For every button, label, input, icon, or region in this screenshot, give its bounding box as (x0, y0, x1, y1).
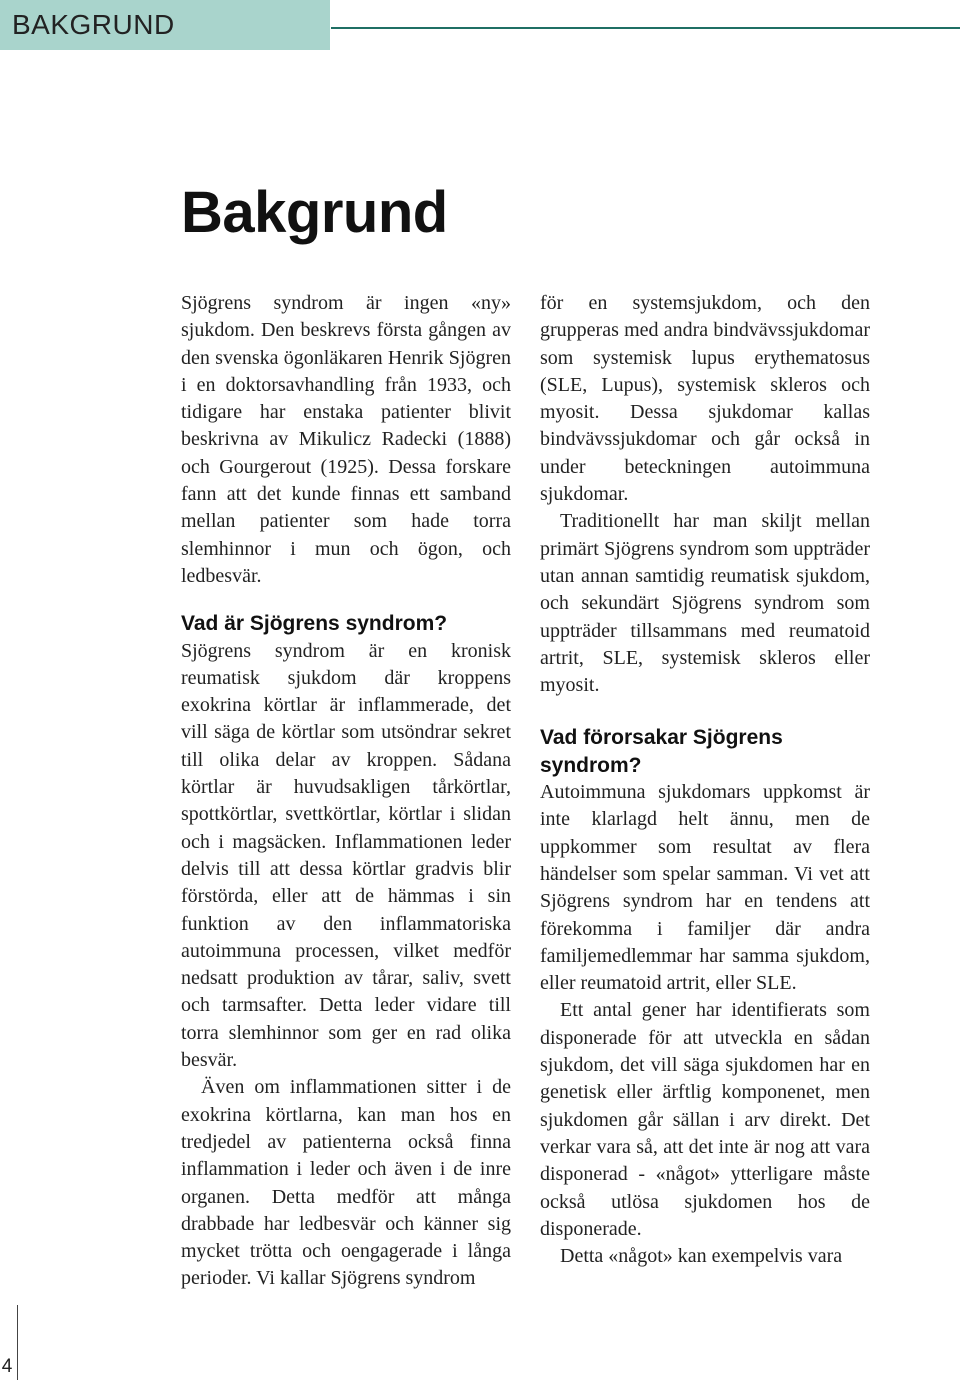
body-paragraph: Även om inflammationen sitter i de exokrina körtlarna, kan man hos en tredjedel av patienterna också finna inflammation i leder och även i de inre organen. Detta medför att många drabbade har ledbesvär och känner sig mycket trötta och oengagerade i långa perioder. Vi kallar Sjögrens syndrom (181, 1076, 511, 1290)
page-title: Bakgrund (181, 180, 448, 245)
right-column (540, 290, 870, 1270)
body-paragraph: Traditionellt har man skiljt mellan primärt Sjögrens syndrom som uppträder utan annan samtidig reumatisk sjukdom, och sekundärt Sjögrens syndrom som uppträder tillsammans med reumatoid artrit, SLE, systemisk skleros eller myosit. (540, 510, 870, 697)
section-label: BAKGRUND (12, 9, 175, 40)
page-number: 4 (1, 1356, 13, 1377)
page-number-rule (17, 1305, 18, 1380)
body-paragraph: Sjögrens syndrom är en kronisk reumatisk sjukdom där kroppens exokrina körtlar är inflammerade, det vill säga de körtlar som utsöndrar sekret till olika delar av kroppen. Sådana körtlar är huvudsakligen tårkörtlar, spottkörtlar, svettkörtlar, körtlar i slidan och i magsäcken. Inflammationen leder delvis till att dessa körtlar gradvis blir förstörda, eller att de hämmas i sin funktion av den inflammatoriska autoimmuna processen, vilket medför nedsatt produktion av tårar, saliv, svett och tarmsafter. Detta leder vidare till torra slemhinnor som ger en rad olika besvär. (181, 639, 511, 1072)
section-heading-causes: Vad förorsakar Sjögrens syndrom? (540, 726, 783, 777)
body-paragraph: Autoimmuna sjukdomars uppkomst är inte klarlagd helt ännu, men de uppkommer som resultat av flera händelser som spelar samman. Vi vet att Sjögrens syndrom har en tendens att förekomma i familjer där andra familjemedlemmar har samma sjukdom, eller reumatoid artrit, eller SLE. (540, 781, 870, 995)
header-rule (331, 27, 960, 29)
body-paragraph: Ett antal gener har identifierats som disponerade för att utveckla en sådan sjukdom, det vill säga sjukdomen har en genetisk eller ärftlig komponenet, men sjukdomen går sällan i arv direkt. Det verkar vara så, att det inte är nog att vara disponerad - «något» ytterligare måste också utlösa sjukdomen hos de disponerade. (540, 999, 870, 1240)
intro-paragraph: Sjögrens syndrom är ingen «ny» sjukdom. Den beskrevs första gången av den svenska ögonläkaren Henrik Sjögren i en doktorsavhandling från 1933, och tidigare har enstaka patienter blivit beskrivna av Mikulicz Radecki (1888) och Gourgerout (1925). Dessa forskare fann att det kunde finnas ett samband mellan patienter som hade torra slemhinnor i mun och ögon, och ledbesvär. (181, 292, 511, 587)
section-tab (0, 0, 330, 50)
body-paragraph: för en systemsjukdom, och den grupperas med andra bindvävssjukdomar som systemisk lupus erythematosus (SLE, Lupus), systemisk skleros och myosit. Dessa sjukdomar kallas bindvävssjukdomar och går också in under beteckningen autoimmuna sjukdomar. (540, 292, 870, 506)
body-paragraph: Detta «något» kan exempelvis vara (560, 1245, 843, 1268)
section-heading-what-is: Vad är Sjögrens syndrom? (181, 612, 448, 636)
left-column (181, 290, 511, 1293)
